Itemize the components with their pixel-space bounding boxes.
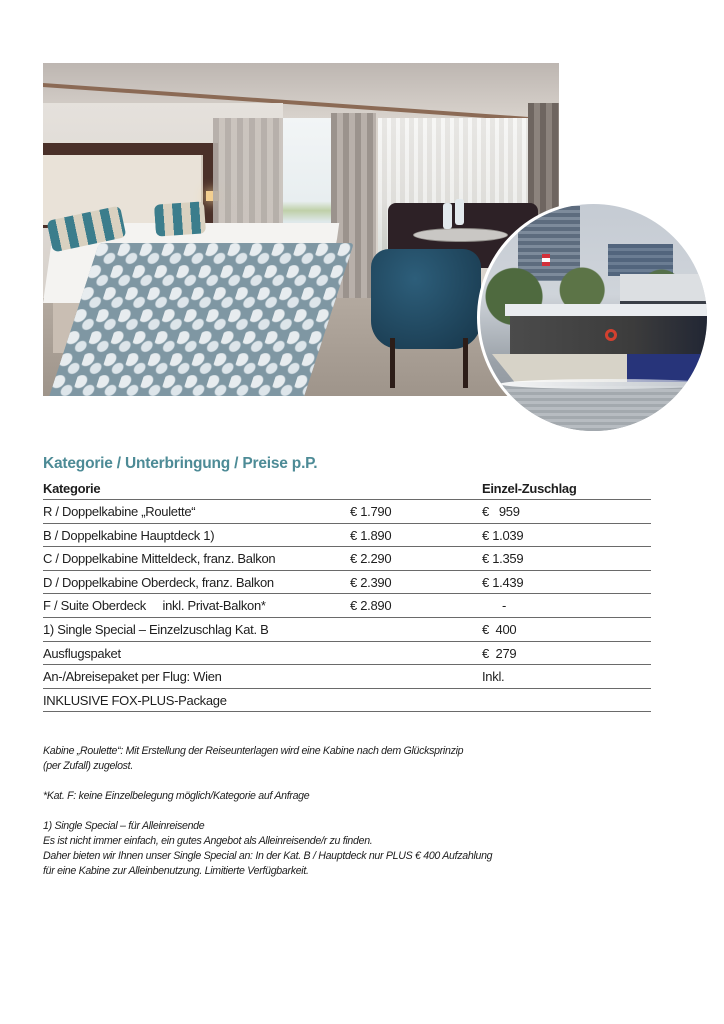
row-category: B / Doppelkabine Hauptdeck 1) bbox=[43, 527, 215, 543]
photo-bottle bbox=[443, 203, 452, 229]
note-kat-f: *Kat. F: keine Einzelbelegung möglich/Kategorie auf Anfrage bbox=[43, 790, 310, 802]
row-category: 1) Single Special – Einzelzuschlag Kat. B bbox=[43, 621, 269, 637]
note-single-special-line: Daher bieten wir Ihnen unser Single Special an: In der Kat. B / Hauptdeck nur PLUS € 400 Aufzahlung bbox=[43, 850, 493, 862]
photo-pillow bbox=[154, 201, 206, 236]
price-table bbox=[43, 477, 651, 712]
table-row bbox=[43, 689, 651, 713]
photo-table bbox=[413, 228, 508, 242]
photo-water bbox=[480, 386, 707, 434]
table-row bbox=[43, 594, 651, 618]
row-category: INKLUSIVE FOX-PLUS-Package bbox=[43, 692, 227, 708]
row-single-supplement: € 400 bbox=[482, 621, 517, 637]
row-price: € 1.890 bbox=[350, 527, 392, 543]
row-category: R / Doppelkabine „Roulette“ bbox=[43, 504, 196, 519]
row-category: F / Suite Oberdeck inkl. Privat-Balkon* bbox=[43, 598, 266, 614]
table-row bbox=[43, 571, 651, 595]
table-row bbox=[43, 500, 651, 524]
photo-lifebuoy bbox=[605, 329, 617, 341]
note-roulette-line: (per Zufall) zugelost. bbox=[43, 760, 133, 772]
row-single-supplement: € 1.439 bbox=[482, 574, 524, 590]
row-price: € 2.290 bbox=[350, 551, 392, 567]
photo-armchair bbox=[371, 249, 481, 349]
photo-bottle bbox=[455, 199, 464, 225]
photo-chair-leg bbox=[390, 338, 395, 388]
row-category: D / Doppelkabine Oberdeck, franz. Balkon bbox=[43, 574, 274, 590]
note-roulette-line: Kabine „Roulette“: Mit Erstellung der Reiseunterlagen wird eine Kabine nach dem Glücksprinzip bbox=[43, 745, 464, 757]
row-single-supplement: € 279 bbox=[482, 645, 517, 661]
photo-ship-sundeck bbox=[505, 304, 710, 316]
photo-bed-throw bbox=[47, 243, 354, 396]
note-single-special-title: 1) Single Special – für Alleinreisende bbox=[43, 820, 205, 832]
row-price: € 1.790 bbox=[350, 504, 392, 519]
row-single-supplement: € 1.039 bbox=[482, 527, 524, 543]
row-category: An-/Abreisepaket per Flug: Wien bbox=[43, 669, 222, 685]
section-title: Kategorie / Unterbringung / Preise p.P. bbox=[43, 455, 318, 472]
row-single-supplement: Inkl. bbox=[482, 669, 505, 685]
note-single-special-line: Es ist nicht immer einfach, ein gutes Angebot als Alleinreisende/r zu finden. bbox=[43, 835, 373, 847]
header-category: Kategorie bbox=[43, 481, 101, 496]
table-row bbox=[43, 618, 651, 642]
ship-photo bbox=[477, 201, 710, 434]
row-price: € 2.390 bbox=[350, 574, 392, 590]
table-row bbox=[43, 524, 651, 548]
photo-wake bbox=[500, 379, 710, 389]
table-header-row bbox=[43, 477, 651, 500]
table-row bbox=[43, 665, 651, 689]
footnotes bbox=[43, 744, 603, 879]
note-single-special-line: für eine Kabine zur Alleinbenutzung. Limitierte Verfügbarkeit. bbox=[43, 865, 309, 877]
row-price: € 2.890 bbox=[350, 598, 392, 614]
row-category: C / Doppelkabine Mitteldeck, franz. Balkon bbox=[43, 551, 276, 567]
photo-ship-bridge bbox=[620, 274, 710, 304]
table-row bbox=[43, 642, 651, 666]
header-single-supplement: Einzel-Zuschlag bbox=[482, 481, 577, 496]
row-category: Ausflugspaket bbox=[43, 645, 121, 661]
row-single-supplement: - bbox=[502, 598, 507, 614]
photo-ship-hull bbox=[492, 354, 710, 382]
row-single-supplement: € 959 bbox=[482, 504, 520, 519]
table-row bbox=[43, 547, 651, 571]
photo-chair-leg bbox=[463, 338, 468, 388]
row-single-supplement: € 1.359 bbox=[482, 551, 524, 567]
photo-flag bbox=[542, 254, 550, 266]
